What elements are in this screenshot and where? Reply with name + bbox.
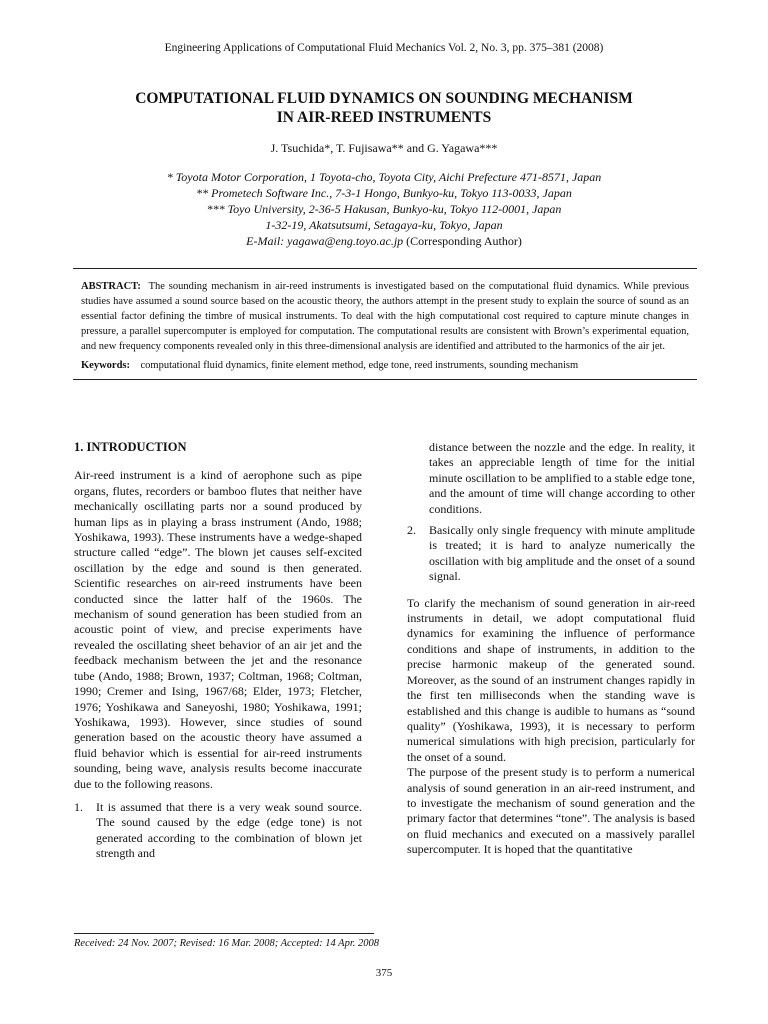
title-line-1: COMPUTATIONAL FLUID DYNAMICS ON SOUNDING MECHANISM [135,90,633,107]
affiliations [0,169,768,249]
list-item [407,523,695,585]
received-dates-footnote: Received: 24 Nov. 2007; Revised: 16 Mar. 2008; Accepted: 14 Apr. 2008 [74,938,379,949]
abstract-box [73,268,697,380]
list-item-text: Basically only single frequency with minute amplitude is treated; it is hard to analyze numerically the oscillation with big amplitude and the onset of a sound signal. [429,523,695,584]
affiliation-1: * Toyota Motor Corporation, 1 Toyota-cho, Toyota City, Aichi Prefecture 471-8571, Japan [166,170,602,184]
left-column [74,440,362,862]
list-item-text: It is assumed that there is a very weak sound source. The sound caused by the edge (edge tone) is not generated according to the combination of blown jet strength and [96,799,362,861]
right-column [407,440,695,858]
keywords-paragraph [81,358,689,373]
list-item-continued [407,440,695,517]
intro-paragraph: Air-reed instrument is a kind of aerophone such as pipe organs, flutes, recorders or bamboo flutes that neither have mechanically oscillating parts nor a sound produced by human lips as in playing a brass instrument (Ando, 1988; Yoshikawa, 1993). These instruments have a wedge-shaped structure called “edge”. The blown jet causes self-excited oscillation by the edge and sound is then generated. Scientific researches on air-reed instruments have been conducted since the latter half of the 1960s. The mechanism of sound generation has been studied from an acoustic point of view, and precise experiments have revealed the oscillating sheet behavior of an air jet and the feedback mechanism between the jet and the resonance tube (Ando, 1988; Brown, 1937; Coltman, 1968; Coltman, 1990; Cremer and Ising, 1967/68; Elder, 1973; Fletcher, 1976; Yoshikawa and Saneyoshi, 1980; Yoshikawa, 1991; Yoshikawa, 1993). However, since studies of sound generation based on the acoustic theory have assumed a fluid behavior which is essential for air-reed instruments sounding, being wave, analysis results become inaccurate due to the following reasons. [74,468,362,791]
paper-title [60,89,708,127]
page-number: 375 [375,967,393,979]
list-item [74,800,362,862]
abstract-paragraph [81,279,689,354]
authors: J. Tsuchida*, T. Fujisawa** and G. Yagawa*** [270,141,498,155]
affiliation-3: *** Toyo University, 2-36-5 Hakusan, Bunkyo-ku, Tokyo 112-0001, Japan [206,202,562,216]
email-address: E-Mail: yagawa@eng.toyo.ac.jp [246,234,404,248]
list-item-number: 1. [74,799,83,814]
body-paragraph: To clarify the mechanism of sound generation in air-reed instruments in detail, we adopt computational fluid dynamics for examining the influence of performance conditions and shape of instruments, in addition to the precise harmonic makeup of the generated sound. Moreover, as the sound of an instrument changes rapidly in the first ten milliseconds when the standing wave is established and this change is audible to humans as “sound quality” (Yoshikawa, 1993), it is necessary to perform numerical simulations with high precision, particularly for the onset of a sound. [407,595,695,764]
affiliation-4: 1-32-19, Akatsutsumi, Setagaya-ku, Tokyo, Japan [265,218,503,232]
abstract-text: The sounding mechanism in air-reed instruments is investigated based on the computational fluid dynamics. While previous studies have assumed a sound source based on the acoustic theory, the authors attempt in the present study to explain the source of sound as an essential factor defining the timbre of musical instruments. To deal with the high computational cost required to capture minute changes in pressure, a parallel supercomputer is employed for computation. The computational results are consistent with Brown’s experimental equation, and new frequency components revealed only in this three-dimensional analysis are identified and attributed to the harmonics of the air jet. [81,281,689,352]
email-line [0,233,768,249]
title-line-2: IN AIR-REED INSTRUMENTS [276,109,492,126]
journal-header: Engineering Applications of Computational Fluid Mechanics Vol. 2, No. 3, pp. 375–381 (2008) [164,42,604,54]
corresponding-note: (Corresponding Author) [406,234,522,248]
keywords-text: computational fluid dynamics, finite element method, edge tone, reed instruments, sounding mechanism [140,360,579,371]
list-item-text: distance between the nozzle and the edge. In reality, it takes an appreciable length of time for the initial minute oscillation to be amplified to a stable edge tone, and the amount of time will change according to other conditions. [429,440,695,516]
list-item-number: 2. [407,523,416,538]
footnote-rule [74,933,374,934]
abstract-label: ABSTRACT: [81,281,141,292]
section-heading-introduction: 1. INTRODUCTION [74,440,187,454]
reasons-list [74,800,362,862]
body-paragraph: The purpose of the present study is to perform a numerical analysis of sound generation in an air-reed instrument, and to investigate the mechanism of sound generation and the primary factor that determines “tone”. The analysis is based on fluid mechanics and executed on a massively parallel supercomputer. It is hoped that the quantitative [407,765,695,857]
affiliation-2: ** Prometech Software Inc., 7-3-1 Hongo, Bunkyo-ku, Tokyo 113-0033, Japan [196,186,572,200]
keywords-label: Keywords: [81,360,130,371]
